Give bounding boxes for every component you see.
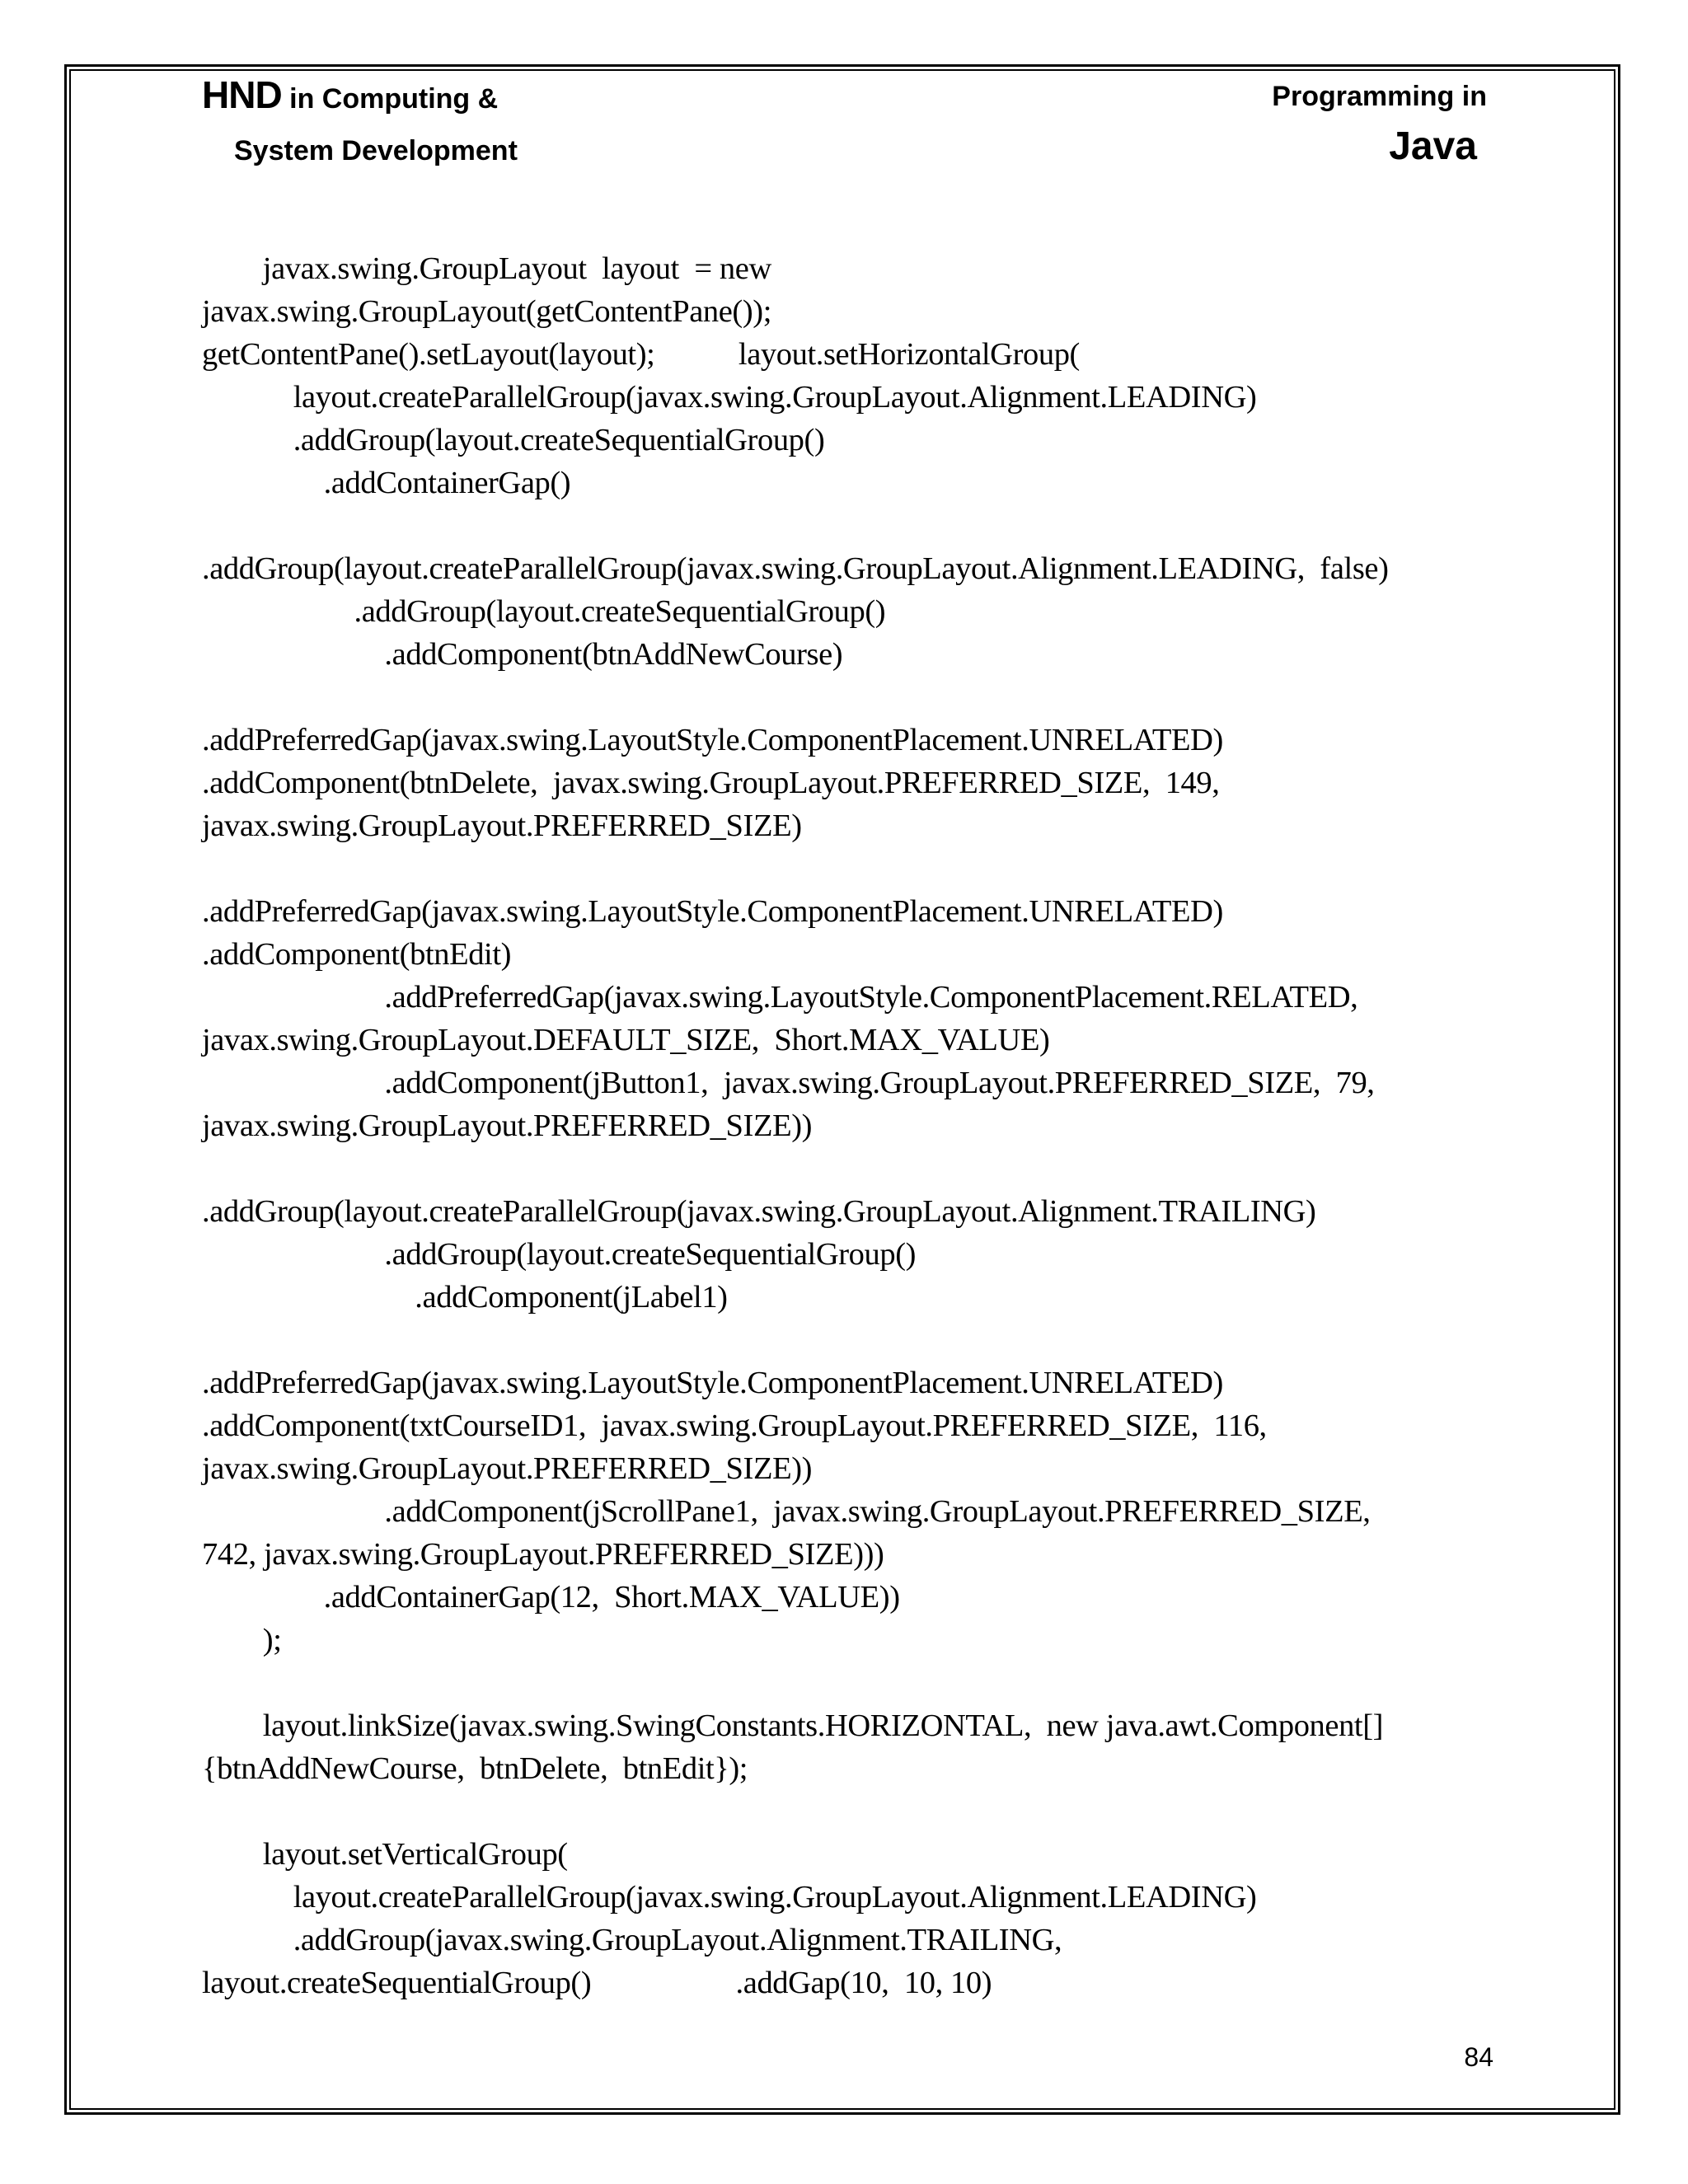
header-course-line-1: [202, 73, 498, 117]
header-subject-line-2: Java: [1389, 124, 1477, 168]
code-line: .addContainerGap(): [202, 466, 571, 500]
code-line: javax.swing.GroupLayout.PREFERRED_SIZE)): [202, 1108, 813, 1143]
code-line: .addComponent(jLabel1): [202, 1280, 728, 1315]
code-line: [202, 504, 1488, 547]
code-line: .addPreferredGap(javax.swing.LayoutStyle.ComponentPlacement.RELATED,: [202, 980, 1358, 1015]
code-line: [202, 1661, 1488, 1704]
code-line: .addPreferredGap(javax.swing.LayoutStyle.ComponentPlacement.UNRELATED): [202, 723, 1223, 757]
code-line: layout.setVerticalGroup(: [202, 1837, 568, 1872]
code-line: layout.createSequentialGroup() .addGap(10, 10, 10): [202, 1966, 992, 2000]
code-line: .addPreferredGap(javax.swing.LayoutStyle.ComponentPlacement.UNRELATED): [202, 894, 1223, 929]
code-line: [202, 676, 1488, 719]
code-line: [202, 1147, 1488, 1190]
code-line: {btnAddNewCourse, btnDelete, btnEdit});: [202, 1751, 748, 1786]
page-number: 84: [1464, 2042, 1493, 2072]
header-in-computing: in Computing &: [281, 83, 499, 115]
code-listing: [202, 247, 1488, 2004]
code-line: .addGroup(layout.createSequentialGroup(): [202, 594, 886, 629]
code-line: .addGroup(layout.createParallelGroup(javax.swing.GroupLayout.Alignment.LEADING, false): [202, 551, 1389, 586]
code-line: javax.swing.GroupLayout(getContentPane());: [202, 294, 771, 329]
code-line: .addComponent(jButton1, javax.swing.GroupLayout.PREFERRED_SIZE, 79,: [202, 1066, 1375, 1100]
code-line: [202, 847, 1488, 890]
code-line: );: [202, 1623, 282, 1657]
code-line: .addGroup(layout.createSequentialGroup(): [202, 423, 825, 457]
code-line: .addPreferredGap(javax.swing.LayoutStyle.ComponentPlacement.UNRELATED): [202, 1366, 1223, 1400]
code-line: layout.createParallelGroup(javax.swing.GroupLayout.Alignment.LEADING): [202, 380, 1257, 415]
header-subject-line-1: Programming in: [1272, 81, 1487, 112]
code-line: [202, 1790, 1488, 1833]
code-line: javax.swing.GroupLayout.PREFERRED_SIZE): [202, 808, 802, 843]
code-line: .addComponent(btnAddNewCourse): [202, 637, 843, 672]
code-line: [202, 1319, 1488, 1361]
code-line: .addGroup(javax.swing.GroupLayout.Alignment.TRAILING,: [202, 1923, 1062, 1957]
code-line: javax.swing.GroupLayout.PREFERRED_SIZE)): [202, 1451, 813, 1486]
code-line: layout.linkSize(javax.swing.SwingConstants.HORIZONTAL, new java.awt.Component[]: [202, 1708, 1384, 1743]
code-line: javax.swing.GroupLayout.DEFAULT_SIZE, Short.MAX_VALUE): [202, 1023, 1050, 1057]
code-line: .addComponent(btnDelete, javax.swing.GroupLayout.PREFERRED_SIZE, 149,: [202, 766, 1220, 800]
code-line: .addComponent(btnEdit): [202, 937, 512, 972]
code-line: 742, javax.swing.GroupLayout.PREFERRED_SIZE))): [202, 1537, 884, 1572]
header-hnd: HND: [202, 73, 282, 116]
code-line: .addGroup(layout.createParallelGroup(javax.swing.GroupLayout.Alignment.TRAILING): [202, 1194, 1316, 1229]
code-line: .addComponent(jScrollPane1, javax.swing.GroupLayout.PREFERRED_SIZE,: [202, 1494, 1371, 1529]
code-line: layout.createParallelGroup(javax.swing.GroupLayout.Alignment.LEADING): [202, 1880, 1257, 1915]
header-course-line-2: System Development: [234, 135, 518, 166]
code-line: .addGroup(layout.createSequentialGroup(): [202, 1237, 917, 1272]
code-line: getContentPane().setLayout(layout); layout.setHorizontalGroup(: [202, 337, 1080, 372]
code-line: .addComponent(txtCourseID1, javax.swing.GroupLayout.PREFERRED_SIZE, 116,: [202, 1408, 1267, 1443]
code-line: .addContainerGap(12, Short.MAX_VALUE)): [202, 1580, 900, 1615]
code-line: javax.swing.GroupLayout layout = new: [202, 251, 771, 286]
